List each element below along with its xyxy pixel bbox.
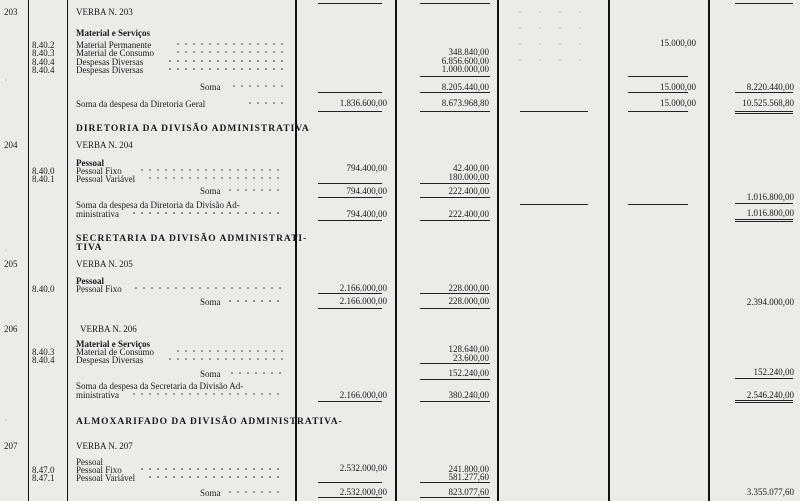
soma-label: Soma [200,186,221,196]
verba-label: VERBA N. 205 [76,259,133,269]
item-value: 581.277,60 [448,472,489,482]
item-code: 8.40.0 [32,284,55,294]
item-code: 8.40.4 [32,65,55,75]
soma-value: 823.077,60 [448,487,489,497]
group-label: Material e Serviços [76,28,150,38]
summary-value: 1.016.800,00 [746,208,794,218]
item-label: Material Permanente [76,40,152,50]
summary-value: 380.240,00 [448,390,489,400]
item-label: Pessoal Variável [76,473,136,483]
group-label: Pessoal [76,158,104,168]
verba-label: VERBA N. 204 [76,140,133,150]
item-code: 8.40.4 [32,57,55,67]
summary-value: 15.000,00 [660,98,696,108]
item-code: 8.47.1 [32,473,55,483]
item-value: 15.000,00 [660,38,696,48]
soma-value: 15.000,00 [660,82,696,92]
item-code: 8.40.3 [32,48,55,58]
row-code: 204 [4,140,18,150]
soma-label: Soma [200,82,221,92]
item-value: 6.856.600,00 [441,56,489,66]
summary-label: Soma da despesa da Secretaria da Divisão Ad- [76,381,244,391]
item-code: 8.40.4 [32,355,55,365]
summary-label: Soma da despesa da Diretoria Geral [76,99,206,109]
soma-value: 152.240,00 [448,368,489,378]
summary-label: ministrativa [76,209,119,219]
summary-label: Soma da despesa da Diretoria da Divisão Ad- [76,200,240,210]
item-code: 8.40.3 [32,347,55,357]
summary-value: 8.673.968,80 [441,98,489,108]
item-value: 1.000.000,00 [441,64,489,74]
verba-label: VERBA N. 207 [76,441,133,451]
soma-value: 8.205.440,00 [441,82,489,92]
item-label: Material de Consumo [76,347,154,357]
row-code: 205 [4,259,18,269]
summary-value: 1.836.600,00 [339,98,387,108]
item-label: Material de Consumo [76,48,154,58]
soma-label: Soma [200,369,221,379]
item-code: 8.40.2 [32,40,55,50]
section-title: ALMOXARIFADO DA DIVISÃO ADMINISTRATIVA- [76,417,343,427]
item-label: Despesas Diversas [76,65,144,75]
soma-value: 8.220.440,00 [746,82,794,92]
leader-row [177,43,283,45]
soma-value: 2.532.000,00 [339,487,387,497]
summary-value: 10.525.568,80 [742,98,794,108]
item-value: 2.166.000,00 [339,283,387,293]
soma-label: Soma [200,297,221,307]
section-title: TIVA [76,243,103,253]
summary-value: 794.400,00 [346,209,387,219]
soma-value: 3.355.077,60 [746,487,794,497]
group-label: Material e Serviços [76,339,150,349]
item-code: 8.40.0 [32,166,55,176]
item-value: 228.000,00 [448,283,489,293]
item-value: 2.532.000,00 [339,463,387,473]
verba-label: VERBA N. 203 [76,7,133,17]
item-code: 8.47.0 [32,465,55,475]
item-value: 180.000,00 [448,172,489,182]
item-label: Pessoal Fixo [76,166,122,176]
item-value: 241.800,00 [448,464,489,474]
section-title: SECRETARIA DA DIVISÃO ADMINISTRATI- [76,234,308,244]
soma-value: 2.394.000,00 [746,297,794,307]
item-label: Pessoal Fixo [76,284,122,294]
row-code: 206 [4,324,18,334]
soma-value: 1.016.800,00 [746,192,794,202]
summary-value: 2.166.000,00 [339,390,387,400]
section-title: DIRETORIA DA DIVISÃO ADMINISTRATIVA [76,124,310,134]
row-code: 203 [4,7,18,17]
item-code: 8.40.1 [32,174,55,184]
item-value: 23.600,00 [453,353,489,363]
item-value: 128.640,00 [448,344,489,354]
row-code: 207 [4,441,18,451]
group-label: Pessoal [76,457,103,467]
item-label: Despesas Diversas [76,57,144,67]
item-value: 794.400,00 [346,163,387,173]
summary-value: 2.546.240,00 [746,390,794,400]
soma-label: Soma [200,488,221,498]
item-label: Despesas Diversas [76,355,144,365]
group-label: Pessoal [76,276,104,286]
soma-value: 152.240,00 [753,367,794,377]
verba-label: VERBA N. 206 [80,324,137,334]
soma-value: 794.400,00 [346,186,387,196]
summary-label: ministrativa [76,390,119,400]
soma-value: 2.166.000,00 [339,296,387,306]
item-label: Pessoal Variável [76,174,136,184]
soma-value: 222.400,00 [448,186,489,196]
soma-value: 228.000,00 [448,296,489,306]
item-value: 348.840,00 [448,47,489,57]
summary-value: 222.400,00 [448,209,489,219]
item-value: 42.400,00 [453,163,489,173]
item-label: Pessoal Fixo [76,465,122,475]
